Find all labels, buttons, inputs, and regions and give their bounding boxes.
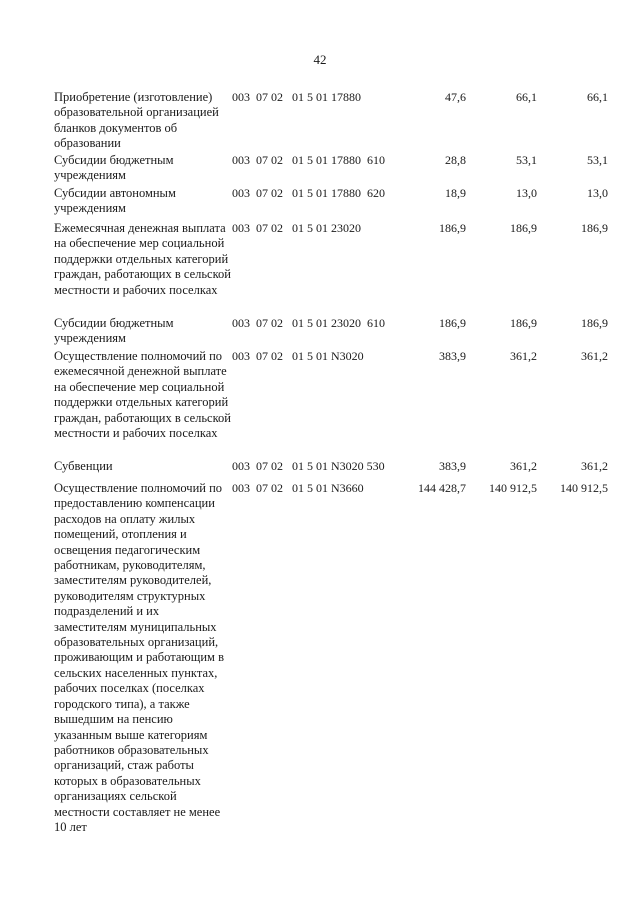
row-name: Субсидии бюджетным учреждениям <box>54 316 174 346</box>
row-name: Приобретение (изготовление) образовательной организацией бланков документов об образовании <box>54 90 219 151</box>
row-codes: 003 07 02 01 5 01 N3660 <box>232 481 364 495</box>
row-name: Осуществление полномочий по ежемесячной денежной выплате на обеспечение мер социальной поддержки отдельных категорий граждан, работающих в сельской местности и рабочих поселках <box>54 349 231 441</box>
row-value-2: 186,9 <box>510 221 537 235</box>
row-value-3: 66,1 <box>587 90 608 104</box>
row-value-2: 186,9 <box>510 316 537 330</box>
row-name: Осуществление полномочий по предоставлению компенсации расходов на оплату жилых помещений, отопления и освещения педагогическим работникам, руководителям, заместителям руководителей, руководителям структурных подразделений и их заместителям муниципальных образовательных организаций, проживающим и работающим в сельских населенных пунктах, рабочих поселках (поселках городского типа), а также вышедшим на пенсию указанным выше категориям работников образовательных организаций, стаж работы которых в образовательных организациях сельской местности составляет не менее 10 лет <box>54 481 224 834</box>
row-codes: 003 07 02 01 5 01 17880 <box>232 90 361 104</box>
row-codes: 003 07 02 01 5 01 17880 620 <box>232 186 385 200</box>
row-value-2: 361,2 <box>510 459 537 473</box>
row-value-1: 144 428,7 <box>418 481 466 495</box>
row-value-1: 28,8 <box>445 153 466 167</box>
row-name: Субвенции <box>54 459 113 473</box>
page-number: 42 <box>313 52 327 67</box>
row-value-1: 18,9 <box>445 186 466 200</box>
row-value-2: 13,0 <box>516 186 537 200</box>
row-value-3: 361,2 <box>581 349 608 363</box>
row-codes: 003 07 02 01 5 01 N3020 <box>232 349 364 363</box>
row-value-3: 140 912,5 <box>560 481 608 495</box>
row-value-3: 13,0 <box>587 186 608 200</box>
row-codes: 003 07 02 01 5 01 17880 610 <box>232 153 385 167</box>
row-value-3: 186,9 <box>581 316 608 330</box>
row-codes: 003 07 02 01 5 01 23020 610 <box>232 316 385 330</box>
row-value-2: 140 912,5 <box>489 481 537 495</box>
row-value-1: 186,9 <box>439 221 466 235</box>
row-name: Субсидии автономным учреждениям <box>54 186 176 216</box>
row-codes: 003 07 02 01 5 01 N3020 530 <box>232 459 385 473</box>
row-value-1: 383,9 <box>439 349 466 363</box>
row-value-3: 53,1 <box>587 153 608 167</box>
row-value-2: 66,1 <box>516 90 537 104</box>
row-value-1: 383,9 <box>439 459 466 473</box>
row-value-3: 186,9 <box>581 221 608 235</box>
row-value-1: 186,9 <box>439 316 466 330</box>
row-name: Субсидии бюджетным учреждениям <box>54 153 174 183</box>
row-codes: 003 07 02 01 5 01 23020 <box>232 221 361 235</box>
row-name: Ежемесячная денежная выплата на обеспечение мер социальной поддержки отдельных категорий граждан, работающих в сельской местности и рабочих поселках <box>54 221 231 297</box>
row-value-1: 47,6 <box>445 90 466 104</box>
row-value-3: 361,2 <box>581 459 608 473</box>
row-value-2: 361,2 <box>510 349 537 363</box>
row-value-2: 53,1 <box>516 153 537 167</box>
